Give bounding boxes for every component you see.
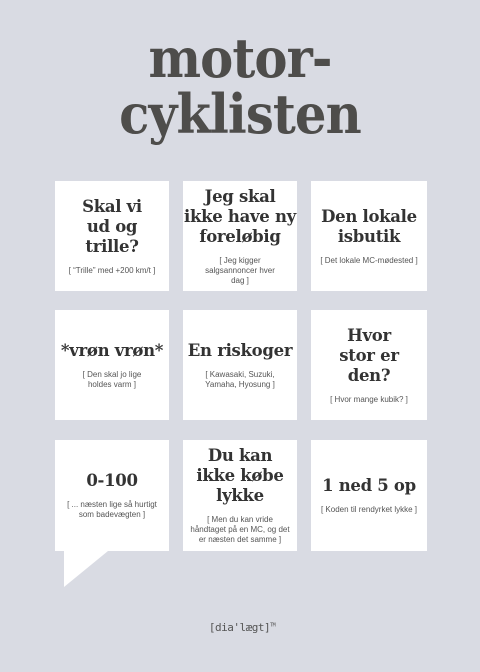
- card-9: [311, 440, 427, 551]
- card-9-caption: [ Koden til rendyrket lykke ]: [320, 505, 418, 514]
- title-line-2: cyklisten: [119, 82, 361, 146]
- title-line-1: motor-: [148, 26, 332, 90]
- card-7-heading: 0-100: [86, 471, 138, 490]
- card-7-caption: [ ... næsten lige så hurtigt som badevægten ]: [67, 500, 157, 519]
- card-5: [183, 310, 297, 420]
- speech-bubble-tail: [64, 551, 108, 587]
- card-grid: [55, 181, 427, 551]
- brand-logo: [202, 621, 282, 634]
- card-5-caption: [ Kawasaki, Suzuki, Yamaha, Hyosung ]: [205, 369, 275, 389]
- trademark-mark: TM: [270, 622, 276, 629]
- card-1-heading: Skal vi ud og trille?: [82, 196, 142, 256]
- card-4-heading: *vrøn vrøn*: [60, 340, 164, 360]
- card-4-caption: [ Den skal jo lige holdes varm ]: [82, 369, 142, 389]
- card-5-heading: En riskoger: [187, 340, 293, 360]
- card-1-caption: [ “Trille” med +200 km/t ]: [68, 265, 156, 275]
- card-6-caption: [ Hvor mange kubik? ]: [330, 394, 408, 404]
- card-8: [183, 440, 297, 551]
- card-4: [55, 310, 169, 420]
- card-9-heading: 1 ned 5 op: [322, 476, 416, 495]
- card-6: [311, 310, 427, 420]
- card-3-caption: [ Det lokale MC-mødested ]: [320, 255, 418, 265]
- brand-logo-text: [dia'lægt]: [208, 621, 271, 634]
- card-2-heading: Jeg skal ikke have ny foreløbig: [184, 186, 296, 246]
- card-3: [311, 181, 427, 291]
- card-1: [55, 181, 169, 291]
- card-2-caption: [ Jeg kigger salgsannoncer hver dag ]: [205, 255, 275, 285]
- card-2: [183, 181, 297, 291]
- card-3-heading: Den lokale isbutik: [321, 206, 417, 246]
- poster-title: [19, 26, 461, 146]
- card-7: [55, 440, 169, 551]
- card-6-heading: Hvor stor er den?: [339, 325, 399, 385]
- card-8-caption: [ Men du kan vride håndtaget på en MC, og det er næsten det samme ]: [190, 515, 290, 544]
- card-8-heading: Du kan ikke købe lykke: [196, 446, 284, 505]
